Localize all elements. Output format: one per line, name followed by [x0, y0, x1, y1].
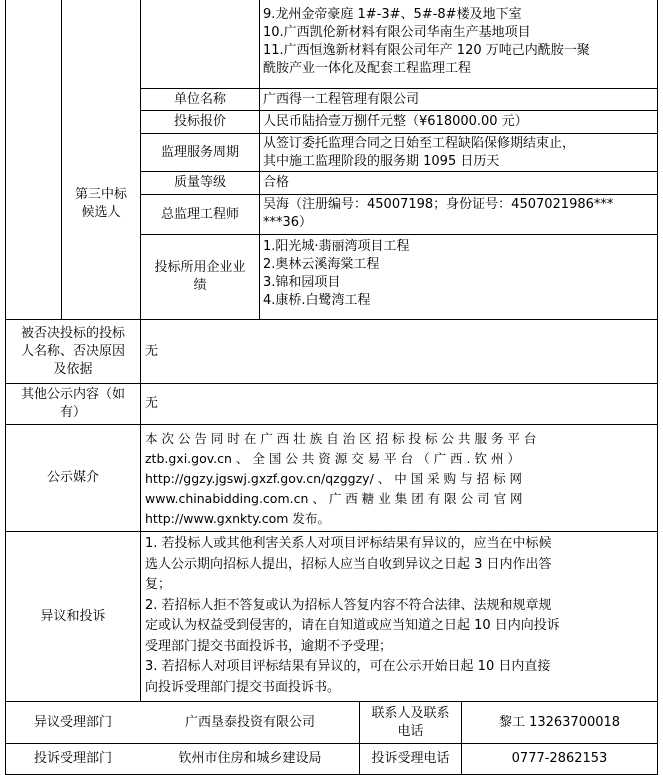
objection-label: 异议和投诉	[40, 608, 106, 624]
list-item: 4.康桥.白鹭湾工程	[263, 293, 371, 308]
list-item: 10.广西凯伦新材料有限公司华南生产基地项目	[263, 25, 531, 40]
chief-engineer-value: 吴海（注册编号：45007198；身份证号：4507021986*** ***36）	[263, 197, 614, 230]
quality-label: 质量等级	[173, 175, 226, 190]
complaint-dept-value: 钦州市住房和城乡建设局	[178, 751, 322, 766]
other-content-value: 无	[145, 396, 159, 411]
complaint-phone-value: 0777-2862153	[511, 751, 608, 766]
divider-value-col	[259, 0, 260, 319]
border-right	[657, 0, 658, 775]
performance-label: 投标所用企业业 绩	[154, 260, 246, 293]
unit-name-value: 广西得一工程管理有限公司	[263, 91, 420, 107]
service-period-value: 从签订委托监理合同之日始至工程缺陷保修期结束止， 其中施工监理阶段的服务期 1095 日历天	[263, 136, 576, 169]
rejected-value: 无	[145, 343, 159, 359]
media-label: 公示媒介	[46, 470, 99, 485]
bid-price-value: 人民币陆拾壹万捌仟元整（¥618000.00 元）	[263, 114, 528, 129]
list-item: 3.锦和园项目	[263, 275, 341, 290]
list-item: 酰胺产业一体化及配套工程监理工程	[263, 61, 472, 76]
bid-price-label: 投标报价	[173, 114, 226, 129]
chief-engineer-label: 总监理工程师	[160, 206, 239, 222]
list-item: 1.阳光城·翡丽湾项目工程	[263, 239, 410, 254]
rejected-label: 被否决投标的投标 人名称、否决原因 及依据	[20, 325, 125, 377]
other-content-label: 其他公示内容（如 有）	[20, 387, 125, 420]
prev-projects-list	[263, 6, 657, 88]
list-item: 9.龙州金帝豪庭 1#-3#、5#-8#楼及地下室	[263, 7, 522, 22]
contact-label: 联系人及联系 电话	[371, 705, 450, 739]
objection-dept-label: 异议受理部门	[33, 714, 112, 730]
objection-text: 1. 若投标人或其他利害关系人对项目评标结果有异议的，应当在中标候 选人公示期向招标人提出，招标人应当自收到异议之日起 3 日内作出答 复； 2. 若招标人拒不答复或认为招标人答复内容不符合法律、法规和规章规 定或认为权益受到侵害的，请在自知道或应当知道之日起 10 日内向投诉 受理部门提交书面投诉书，逾期不予受理； 3. 若招标人对项目评标结果有异议的，可在公示开始日起 10 日内直接 向投诉受理部门提交书面投诉书。	[145, 536, 560, 695]
quality-value: 合格	[263, 175, 290, 190]
complaint-dept-label: 投诉受理部门	[33, 751, 112, 766]
third-candidate-label: 第三中标 候选人	[74, 187, 127, 220]
media-text: 本 次 公 告 同 时 在 广 西 壮 族 自 治 区 招 标 投 标 公 共 服 务 平 台 ztb.gxi.gov.cn 、 全 国 公 共 资 源 交 易 平 台 （ 广 西 . 钦 州 ） http://ggzy.jgswj.gxzf.gov.cn/qzggzy/ 、 中 国 采 购 与 招 标 网 www.chinabidding.com.cn 、 广 西 糖 业 集 团 有 限 公 司 官 网 http://www.gxnkty.com 发布。	[145, 431, 537, 526]
performance-list	[263, 238, 657, 319]
list-item: 11.广西恒逸新材料有限公司年产 120 万吨己内酰胺一聚	[263, 43, 590, 58]
contact-value: 黎工 13263700018	[498, 714, 621, 730]
list-item: 2.奥林云溪海棠工程	[263, 257, 380, 272]
objection-dept-value: 广西垦泰投资有限公司	[184, 714, 315, 730]
service-period-label: 监理服务周期	[160, 144, 239, 160]
complaint-phone-label: 投诉受理电话	[371, 751, 450, 766]
unit-name-label: 单位名称	[173, 91, 226, 107]
